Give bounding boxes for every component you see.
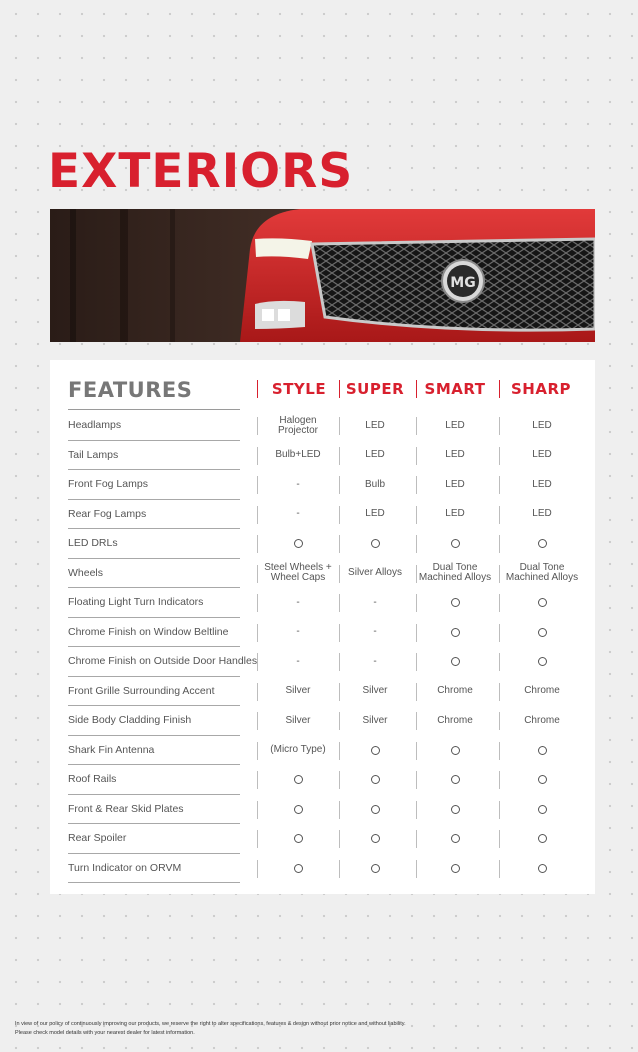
cell-smart [412, 441, 498, 471]
cell-value: Silver [362, 685, 388, 697]
cell-sharp [499, 500, 585, 530]
column-header-style: STYLE [271, 380, 327, 398]
circle-icon [538, 834, 547, 843]
cell-smart [412, 559, 498, 589]
table-row [50, 706, 595, 736]
cell-smart [412, 824, 498, 854]
cell-sharp [499, 588, 585, 618]
circle-icon [451, 628, 460, 637]
circle-icon [538, 539, 547, 548]
cell-super [332, 677, 418, 707]
cell-value: - [373, 596, 377, 608]
cell-style [255, 765, 341, 795]
circle-icon [294, 539, 303, 548]
circle-icon [451, 746, 460, 755]
cell-style [255, 470, 341, 500]
cell-super [332, 411, 418, 441]
cell-value: Silver [285, 685, 311, 697]
cell-super [332, 795, 418, 825]
cell-value: LED [365, 508, 385, 520]
table-row [50, 588, 595, 618]
feature-label: Front Fog Lamps [68, 478, 148, 490]
cell-super [332, 618, 418, 648]
cell-sharp [499, 854, 585, 884]
cell-super [332, 559, 418, 589]
feature-label: Chrome Finish on Window Beltline [68, 625, 229, 638]
cell-smart [412, 588, 498, 618]
circle-icon [371, 805, 380, 814]
circle-icon [538, 805, 547, 814]
cell-sharp [499, 618, 585, 648]
circle-icon [538, 864, 547, 873]
cell-value: - [296, 655, 300, 667]
cell-value: LED [445, 419, 465, 431]
cell-super [332, 588, 418, 618]
cell-sharp [499, 795, 585, 825]
feature-label: Roof Rails [68, 773, 117, 785]
circle-icon [294, 864, 303, 873]
circle-icon [451, 834, 460, 843]
cell-value: (Micro Type) [270, 744, 326, 756]
cell-value: Dual Tone Machined Alloys [505, 562, 579, 584]
circle-icon [538, 628, 547, 637]
circle-icon [371, 864, 380, 873]
cell-super [332, 529, 418, 559]
feature-label: Tail Lamps [68, 448, 119, 461]
circle-icon [538, 775, 547, 784]
cell-smart [412, 854, 498, 884]
cell-style [255, 854, 341, 884]
circle-icon [294, 775, 303, 784]
cell-smart [412, 470, 498, 500]
cell-style [255, 500, 341, 530]
cell-value: LED [365, 419, 385, 431]
cell-value: LED [445, 478, 465, 490]
feature-label: Chrome Finish on Outside Door Handles [68, 655, 258, 667]
column-header-sharp: SHARP [510, 380, 571, 398]
cell-super [332, 706, 418, 736]
cell-style [255, 441, 341, 471]
table-row [50, 441, 595, 471]
feature-label: Shark Fin Antenna [68, 743, 155, 756]
cell-value: - [373, 626, 377, 638]
table-row [50, 500, 595, 530]
cell-value: Silver [285, 714, 311, 726]
cell-smart [412, 647, 498, 677]
cell-value: LED [532, 478, 552, 490]
cell-style [255, 559, 341, 589]
cell-smart [412, 529, 498, 559]
cell-value: LED [365, 449, 385, 461]
table-row [50, 677, 595, 707]
cell-value: Halogen Projector [277, 414, 318, 436]
cell-super [332, 824, 418, 854]
cell-value: - [373, 655, 377, 667]
cell-super [332, 765, 418, 795]
table-row [50, 795, 595, 825]
circle-icon [451, 775, 460, 784]
cell-smart [412, 500, 498, 530]
cell-style [255, 618, 341, 648]
cell-super [332, 736, 418, 766]
cell-value: Chrome [524, 685, 560, 697]
circle-icon [451, 864, 460, 873]
cell-style [255, 677, 341, 707]
table-row [50, 824, 595, 854]
cell-style [255, 706, 341, 736]
cell-value: - [296, 596, 300, 608]
car-front-image [50, 209, 595, 342]
cell-sharp [499, 470, 585, 500]
circle-icon [538, 746, 547, 755]
page-title: EXTERIORS [48, 144, 354, 199]
cell-style [255, 736, 341, 766]
disclaimer-line: Please check model details with your nearest dealer for latest information. [15, 1030, 195, 1036]
cell-value: Silver [362, 714, 388, 726]
heading-divider [68, 409, 240, 410]
table-row [50, 736, 595, 766]
cell-style [255, 529, 341, 559]
feature-label: Front & Rear Skid Plates [68, 802, 184, 815]
table-row [50, 559, 595, 589]
column-header-super: SUPER [345, 380, 405, 398]
cell-smart [412, 411, 498, 441]
circle-icon [538, 598, 547, 607]
circle-icon [294, 805, 303, 814]
cell-value: Silver Alloys [348, 567, 402, 579]
cell-value: Chrome [524, 714, 560, 726]
disclaimer-line: In view of our policy of continuously improving our products, we reserve the right to alter specifications, features & design without prior notice and without liability. [15, 1021, 406, 1027]
circle-icon [451, 805, 460, 814]
cell-smart [412, 795, 498, 825]
cell-value: Bulb [364, 478, 385, 490]
cell-sharp [499, 765, 585, 795]
cell-value: LED [445, 508, 465, 520]
cell-style [255, 411, 341, 441]
feature-label: Rear Spoiler [68, 832, 127, 844]
cell-style [255, 795, 341, 825]
cell-sharp [499, 736, 585, 766]
cell-super [332, 500, 418, 530]
feature-label: LED DRLs [68, 537, 118, 549]
circle-icon [371, 539, 380, 548]
cell-smart [412, 706, 498, 736]
table-row [50, 618, 595, 648]
cell-sharp [499, 647, 585, 677]
table-row [50, 854, 595, 884]
feature-label: Floating Light Turn Indicators [68, 596, 204, 608]
table-row [50, 765, 595, 795]
feature-label: Front Grille Surrounding Accent [68, 684, 215, 697]
feature-label: Turn Indicator on ORVM [68, 861, 182, 874]
cell-value: LED [532, 508, 552, 520]
cell-super [332, 647, 418, 677]
circle-icon [294, 834, 303, 843]
circle-icon [451, 539, 460, 548]
cell-sharp [499, 411, 585, 441]
cell-smart [412, 618, 498, 648]
cell-sharp [499, 824, 585, 854]
cell-smart [412, 736, 498, 766]
column-header-smart: SMART [424, 380, 486, 398]
table-row [50, 529, 595, 559]
circle-icon [371, 834, 380, 843]
feature-label: Wheels [68, 566, 104, 579]
feature-label: Rear Fog Lamps [68, 507, 147, 520]
cell-value: LED [532, 449, 552, 461]
cell-smart [412, 677, 498, 707]
disclaimer [15, 1020, 615, 1038]
circle-icon [371, 746, 380, 755]
feature-label: Headlamps [68, 419, 122, 431]
mg-logo: MG [450, 275, 476, 291]
cell-sharp [499, 706, 585, 736]
circle-icon [451, 598, 460, 607]
cell-style [255, 824, 341, 854]
cell-value: LED [532, 419, 552, 431]
feature-label: Side Body Cladding Finish [68, 714, 192, 726]
features-table [50, 360, 595, 894]
cell-sharp [499, 677, 585, 707]
cell-smart [412, 765, 498, 795]
car-grille-illustration [50, 209, 595, 342]
cell-value: - [296, 478, 300, 490]
cell-super [332, 854, 418, 884]
cell-sharp [499, 559, 585, 589]
circle-icon [371, 775, 380, 784]
cell-value: Steel Wheels + Wheel Caps [264, 562, 332, 584]
cell-value: Dual Tone Machined Alloys [418, 562, 492, 584]
table-row [50, 411, 595, 441]
cell-value: LED [445, 449, 465, 461]
circle-icon [538, 657, 547, 666]
cell-value: Chrome [437, 714, 473, 726]
features-heading: FEATURES [68, 378, 193, 402]
cell-value: Bulb+LED [275, 449, 321, 461]
row-divider [68, 882, 240, 883]
table-row [50, 470, 595, 500]
cell-value: - [296, 508, 300, 520]
cell-super [332, 441, 418, 471]
table-row [50, 647, 595, 677]
cell-sharp [499, 529, 585, 559]
cell-value: - [296, 626, 300, 638]
circle-icon [451, 657, 460, 666]
cell-style [255, 647, 341, 677]
cell-sharp [499, 441, 585, 471]
cell-style [255, 588, 341, 618]
cell-super [332, 470, 418, 500]
cell-value: Chrome [437, 685, 473, 697]
